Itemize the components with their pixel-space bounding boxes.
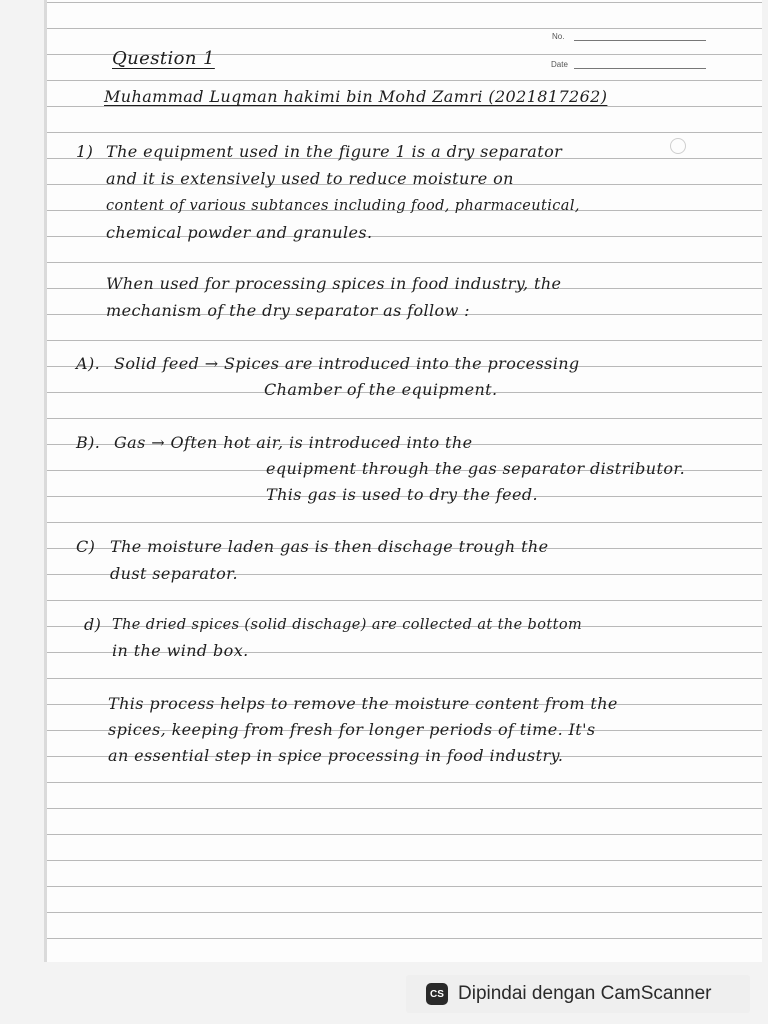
question-title: Question 1	[112, 48, 215, 69]
step-a-line: Solid feed → Spices are introduced into the processing	[114, 354, 580, 373]
no-rule	[574, 40, 706, 41]
conclusion-line: an essential step in spice processing in food industry.	[108, 746, 564, 765]
no-label: No.	[552, 32, 565, 41]
step-a-line: Chamber of the equipment.	[264, 380, 498, 399]
step-d-line: The dried spices (solid dischage) are collected at the bottom	[112, 617, 583, 633]
mechanism-line: mechanism of the dry separator as follow :	[106, 301, 470, 320]
mechanism-line: When used for processing spices in food industry, the	[106, 274, 562, 293]
step-c-line: dust separator.	[110, 564, 238, 583]
step-b-line: Gas → Often hot air, is introduced into the	[114, 433, 473, 452]
intro-line: chemical powder and granules.	[106, 223, 373, 242]
student-name: Muhammad Luqman hakimi bin Mohd Zamri (2021817262)	[104, 87, 608, 106]
step-c-line: The moisture laden gas is then dischage trough the	[110, 537, 549, 556]
camscanner-watermark	[406, 975, 750, 1013]
intro-line: The equipment used in the figure 1 is a dry separator	[106, 142, 563, 161]
step-label-a: A).	[76, 354, 101, 373]
camscanner-text: Dipindai dengan CamScanner	[458, 983, 712, 1004]
step-d-line: in the wind box.	[112, 641, 249, 660]
step-b-line: equipment through the gas separator distributor.	[266, 459, 686, 478]
answer-number: 1)	[76, 142, 94, 161]
date-rule	[574, 68, 706, 69]
camscanner-icon: CS	[426, 983, 448, 1005]
conclusion-line: spices, keeping from fresh for longer periods of time. It's	[108, 720, 596, 739]
faint-circle-mark	[670, 138, 686, 154]
step-label-c: C)	[76, 537, 96, 556]
step-label-b: B).	[76, 433, 101, 452]
date-label: Date	[551, 60, 568, 69]
step-label-d: d)	[84, 615, 102, 634]
notebook-page	[44, 0, 762, 962]
page-edge	[44, 0, 47, 962]
intro-line: content of various subtances including food, pharmaceutical,	[106, 198, 580, 214]
intro-line: and it is extensively used to reduce moisture on	[106, 169, 514, 188]
conclusion-line: This process helps to remove the moisture content from the	[108, 694, 618, 713]
step-b-line: This gas is used to dry the feed.	[266, 485, 539, 504]
